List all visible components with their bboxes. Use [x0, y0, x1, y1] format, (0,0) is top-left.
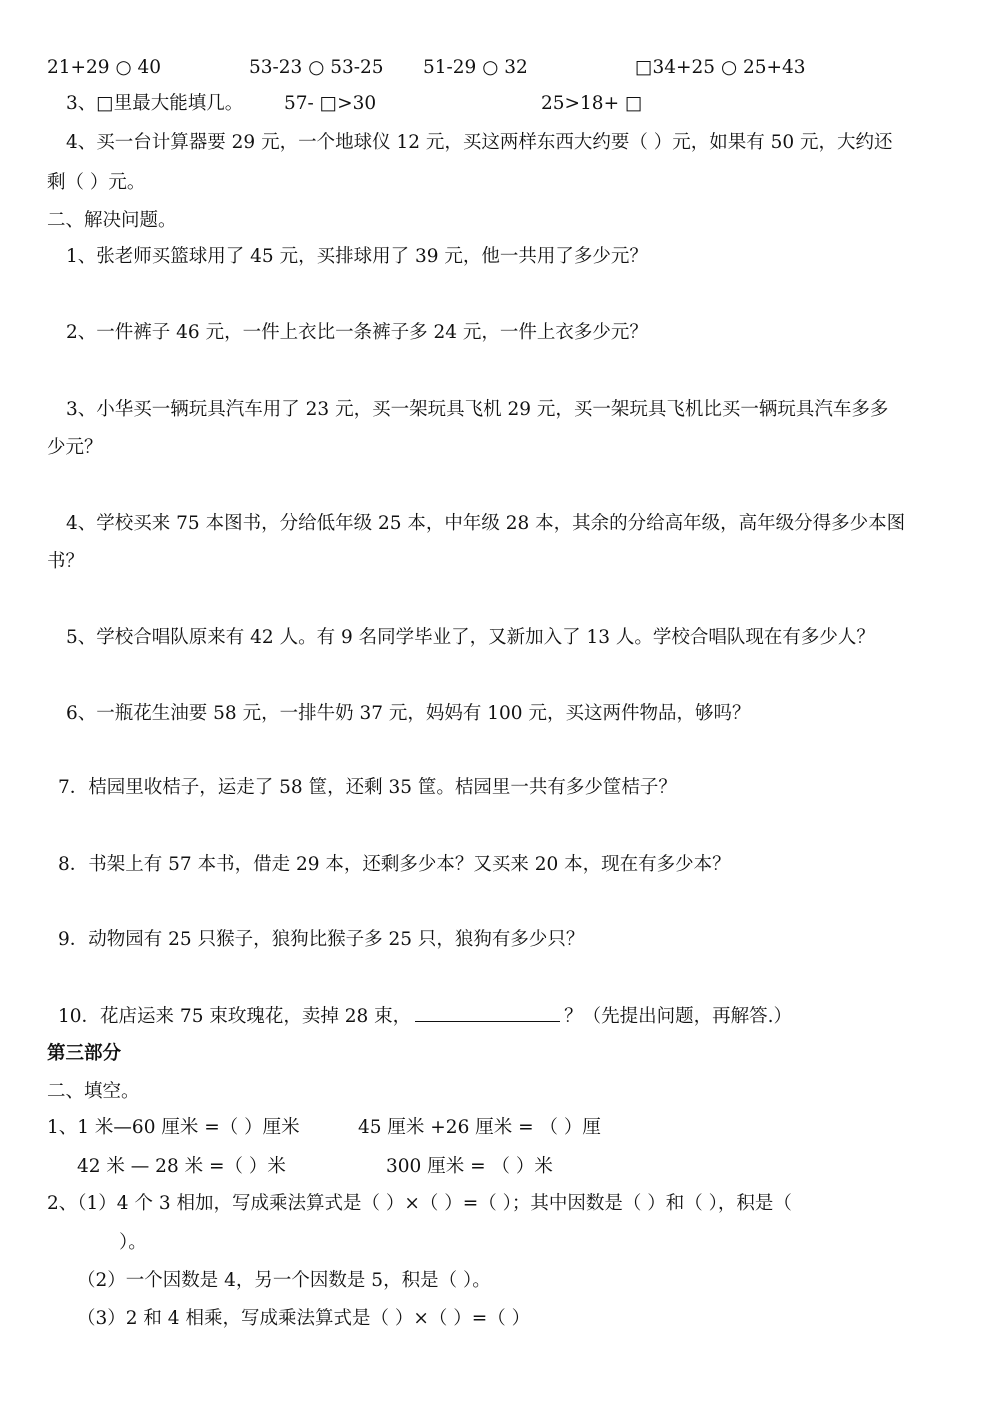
part3-title: 第三部分: [47, 1043, 122, 1064]
problem-3-line2: 少元？: [47, 437, 103, 458]
fill-2-line2: ）。: [119, 1232, 147, 1253]
problem-6: 6、一瓶花生油要 58 元，一排牛奶 37 元，妈妈有 100 元，买这两件物品，够吗？: [66, 703, 751, 724]
problem-8: 8．书架上有 57 本书，借走 29 本，还剩多少本？又买来 20 本，现在有多少本？: [58, 854, 731, 875]
problem-10: [58, 1003, 792, 1030]
problem-5: 5、学校合唱队原来有 42 人。有 9 名同学毕业了，又新加入了 13 人。学校合唱队现在有多少人？: [66, 627, 875, 648]
problem-1: 1、张老师买篮球用了 45 元，买排球用了 39 元，他一共用了多少元？: [66, 246, 648, 267]
fill-1b: 45 厘米 +26 厘米 = （ ）厘: [358, 1117, 601, 1138]
problem-9: 9．动物园有 25 只猴子，狼狗比猴子多 25 只，狼狗有多少只？: [58, 929, 585, 950]
fill-title: 二、填空。: [47, 1081, 140, 1102]
q3-expr1: 57- □>30: [284, 93, 377, 114]
q4-line1: 4、买一台计算器要 29 元，一个地球仪 12 元，买这两样东西大约要（ ）元，如果有 50 元，大约还: [66, 132, 893, 153]
fill-1c: 42 米 — 28 米 =（ ）米: [77, 1156, 286, 1177]
problem-2: 2、一件裤子 46 元，一件上衣比一条裤子多 24 元，一件上衣多少元？: [66, 322, 648, 343]
fill-1a: 1、1 米—60 厘米 =（ ）厘米: [47, 1117, 300, 1138]
compare-c: 51-29 ○ 32: [423, 57, 528, 78]
problem-4-line1: 4、学校买来 75 本图书，分给低年级 25 本，中年级 28 本，其余的分给高年级，高年级分得多少本图: [66, 513, 906, 534]
fill-1d: 300 厘米 = （ ）米: [386, 1156, 553, 1177]
q3-label: 3、□里最大能填几。: [66, 93, 244, 114]
problem-4-line2: 书？: [47, 551, 85, 572]
problem-7: 7．桔园里收桔子，运走了 58 筐，还剩 35 筐。桔园里一共有多少筐桔子？: [58, 777, 677, 798]
problem-10-suffix: ？（先提出问题，再解答.）: [564, 1006, 793, 1027]
answer-blank[interactable]: [415, 1003, 560, 1022]
compare-b: 53-23 ○ 53-25: [249, 57, 384, 78]
compare-a: 21+29 ○ 40: [47, 57, 162, 78]
section2-title: 二、解决问题。: [47, 210, 177, 231]
compare-d: □34+25 ○ 25+43: [635, 57, 806, 78]
problem-10-text: 10．花店运来 75 束玫瑰花，卖掉 28 束，: [58, 1006, 412, 1027]
fill-2-3: （3）2 和 4 相乘，写成乘法算式是（ ）×（ ）=（ ）: [77, 1308, 531, 1329]
q3-expr2: 25>18+ □: [541, 93, 643, 114]
q4-line2: 剩（ ）元。: [47, 172, 146, 193]
problem-3-line1: 3、小华买一辆玩具汽车用了 23 元，买一架玩具飞机 29 元，买一架玩具飞机比买一辆玩具汽车多多: [66, 399, 889, 420]
fill-2-2: （2）一个因数是 4，另一个因数是 5，积是（ ）。: [77, 1270, 491, 1291]
fill-2-line1: 2、（1）4 个 3 相加，写成乘法算式是（ ）×（ ）=（ ）；其中因数是（ ）和（ ），积是（: [47, 1193, 792, 1214]
